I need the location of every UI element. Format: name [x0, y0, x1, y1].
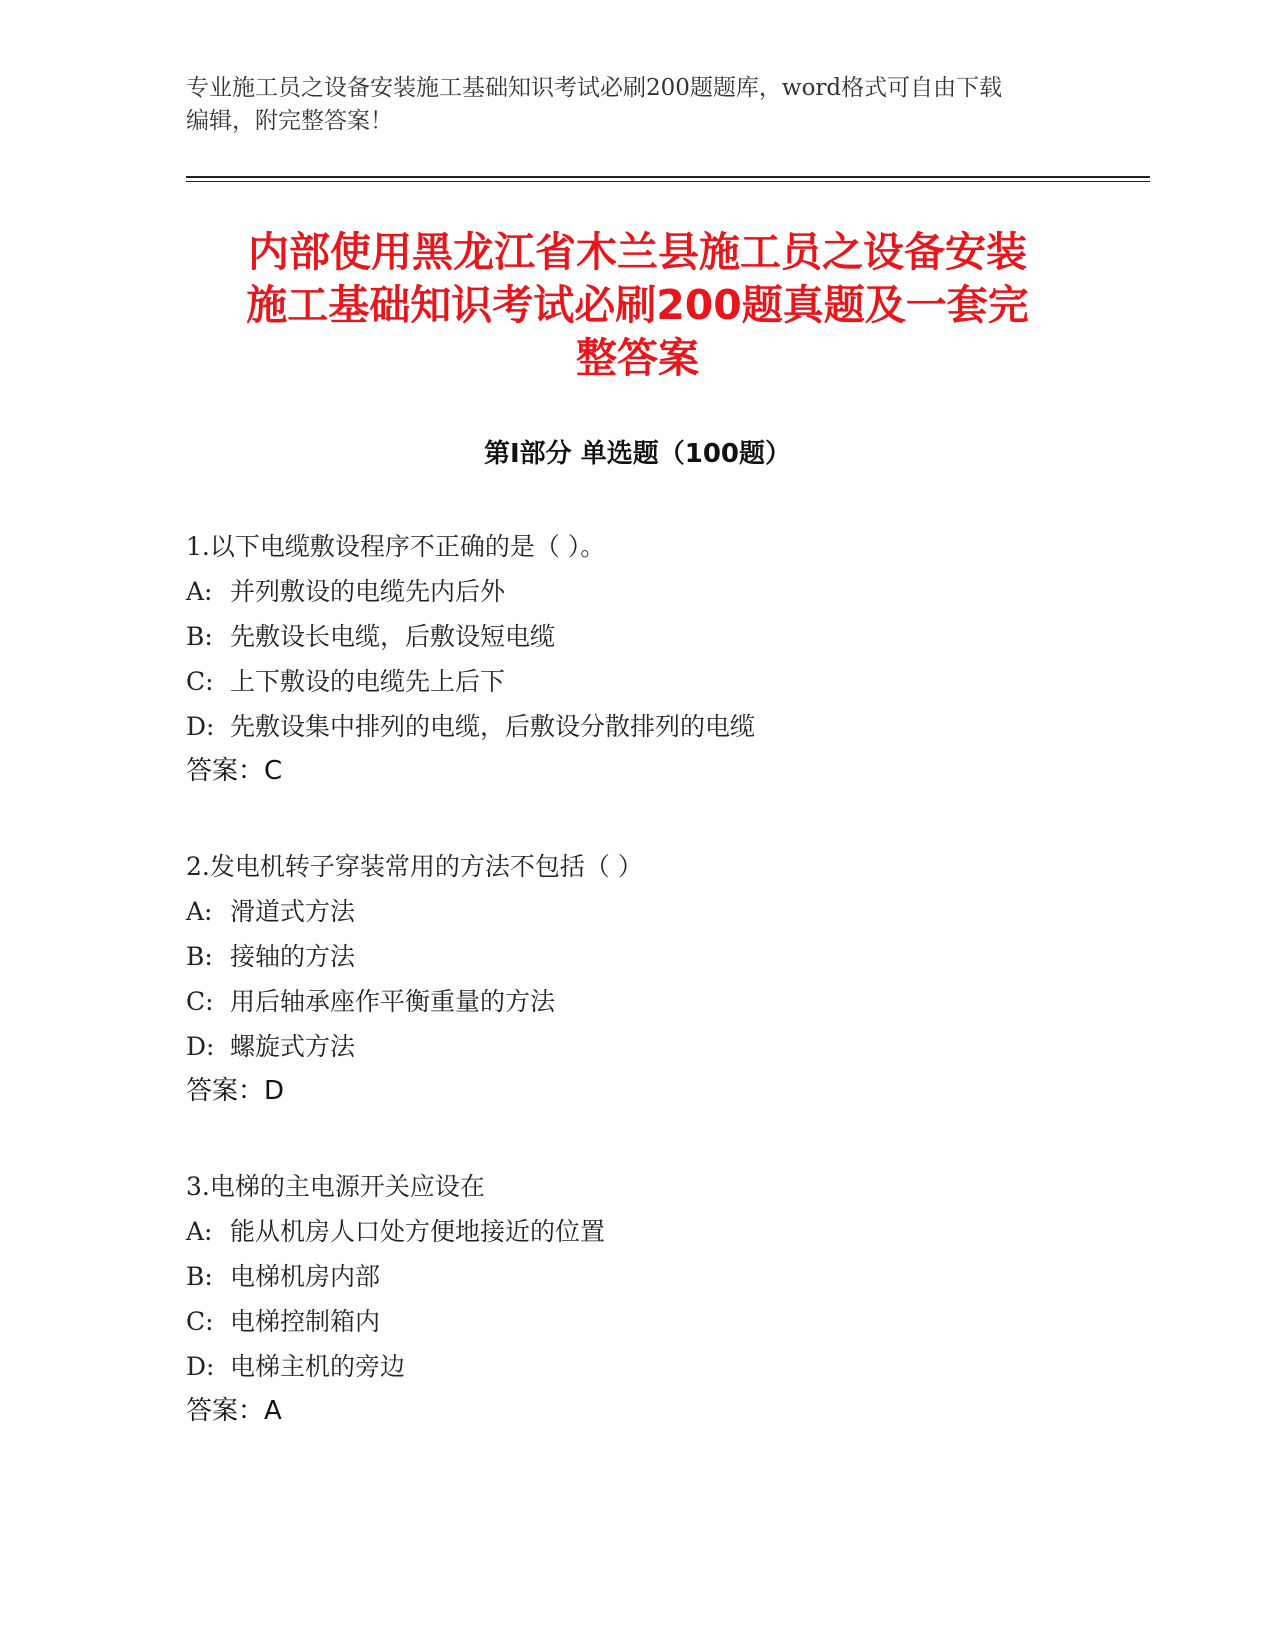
- title-line-2: 施工基础知识考试必刷200题真题及一套完: [246, 281, 1029, 329]
- option-text: 用后轴承座作平衡重量的方法: [230, 987, 556, 1016]
- header-divider-thin: [186, 181, 1150, 182]
- title-line-1: 内部使用黑龙江省木兰县施工员之设备安装: [248, 228, 1027, 276]
- option-text: 上下敷设的电缆先上后下: [230, 667, 506, 696]
- option-d: [186, 704, 1146, 749]
- option-key: B:: [186, 622, 213, 651]
- header-note-line-2: 编辑，附完整答案！: [186, 108, 393, 134]
- option-key: A:: [186, 1217, 213, 1246]
- option-key: D:: [186, 1032, 215, 1061]
- answer-value: D: [264, 1076, 285, 1106]
- option-key: A:: [186, 897, 213, 926]
- answer-line: [186, 1069, 1146, 1114]
- answer-label: 答案：: [186, 1396, 265, 1426]
- option-text: 电梯控制箱内: [230, 1307, 381, 1336]
- option-text: 并列敷设的电缆先内后外: [230, 577, 506, 606]
- option-text: 电梯主机的旁边: [230, 1352, 406, 1381]
- option-d: [186, 1344, 1146, 1389]
- question-3: [186, 1164, 1146, 1484]
- option-text: 电梯机房内部: [230, 1262, 381, 1291]
- answer-label: 答案：: [186, 1076, 265, 1106]
- option-d: [186, 1024, 1146, 1069]
- option-a: [186, 569, 1146, 614]
- option-key: C:: [186, 667, 214, 696]
- option-b: [186, 1254, 1146, 1299]
- answer-line: [186, 749, 1146, 794]
- answer-label: 答案：: [186, 756, 265, 786]
- option-text: 能从机房人口处方便地接近的位置: [230, 1217, 606, 1246]
- title-line-3: 整答案: [576, 334, 699, 382]
- answer-line: [186, 1389, 1146, 1434]
- option-text: 接轴的方法: [230, 942, 356, 971]
- document-title: [150, 226, 1125, 385]
- option-key: C:: [186, 1307, 214, 1336]
- header-note-line-1: 专业施工员之设备安装施工基础知识考试必刷200题题库，word格式可自由下载: [186, 75, 1003, 101]
- option-key: B:: [186, 942, 213, 971]
- option-a: [186, 1209, 1146, 1254]
- option-key: A:: [186, 577, 213, 606]
- option-text: 滑道式方法: [230, 897, 356, 926]
- option-text: 螺旋式方法: [230, 1032, 356, 1061]
- question-stem: 3.电梯的主电源开关应设在: [186, 1172, 485, 1201]
- option-key: C:: [186, 987, 214, 1016]
- option-c: [186, 1299, 1146, 1344]
- option-a: [186, 889, 1146, 934]
- question-1: [186, 524, 1146, 844]
- option-b: [186, 934, 1146, 979]
- question-stem: 1.以下电缆敷设程序不正确的是（ ）。: [186, 532, 606, 561]
- option-b: [186, 614, 1146, 659]
- option-text: 先敷设长电缆，后敷设短电缆: [230, 622, 556, 651]
- header-divider-thick: [186, 176, 1150, 178]
- option-key: D:: [186, 1352, 215, 1381]
- option-c: [186, 659, 1146, 704]
- option-key: B:: [186, 1262, 213, 1291]
- option-key: D:: [186, 712, 215, 741]
- option-text: 先敷设集中排列的电缆，后敷设分散排列的电缆: [230, 712, 756, 741]
- header-note: [186, 72, 1086, 138]
- answer-value: A: [264, 1396, 282, 1426]
- answer-value: C: [264, 756, 283, 786]
- question-list: [186, 524, 1146, 1484]
- question-stem: 2.发电机转子穿装常用的方法不包括（ ）: [186, 852, 643, 881]
- question-2: [186, 844, 1146, 1164]
- section-title: 第Ⅰ部分 单选题（100题）: [484, 439, 791, 469]
- option-c: [186, 979, 1146, 1024]
